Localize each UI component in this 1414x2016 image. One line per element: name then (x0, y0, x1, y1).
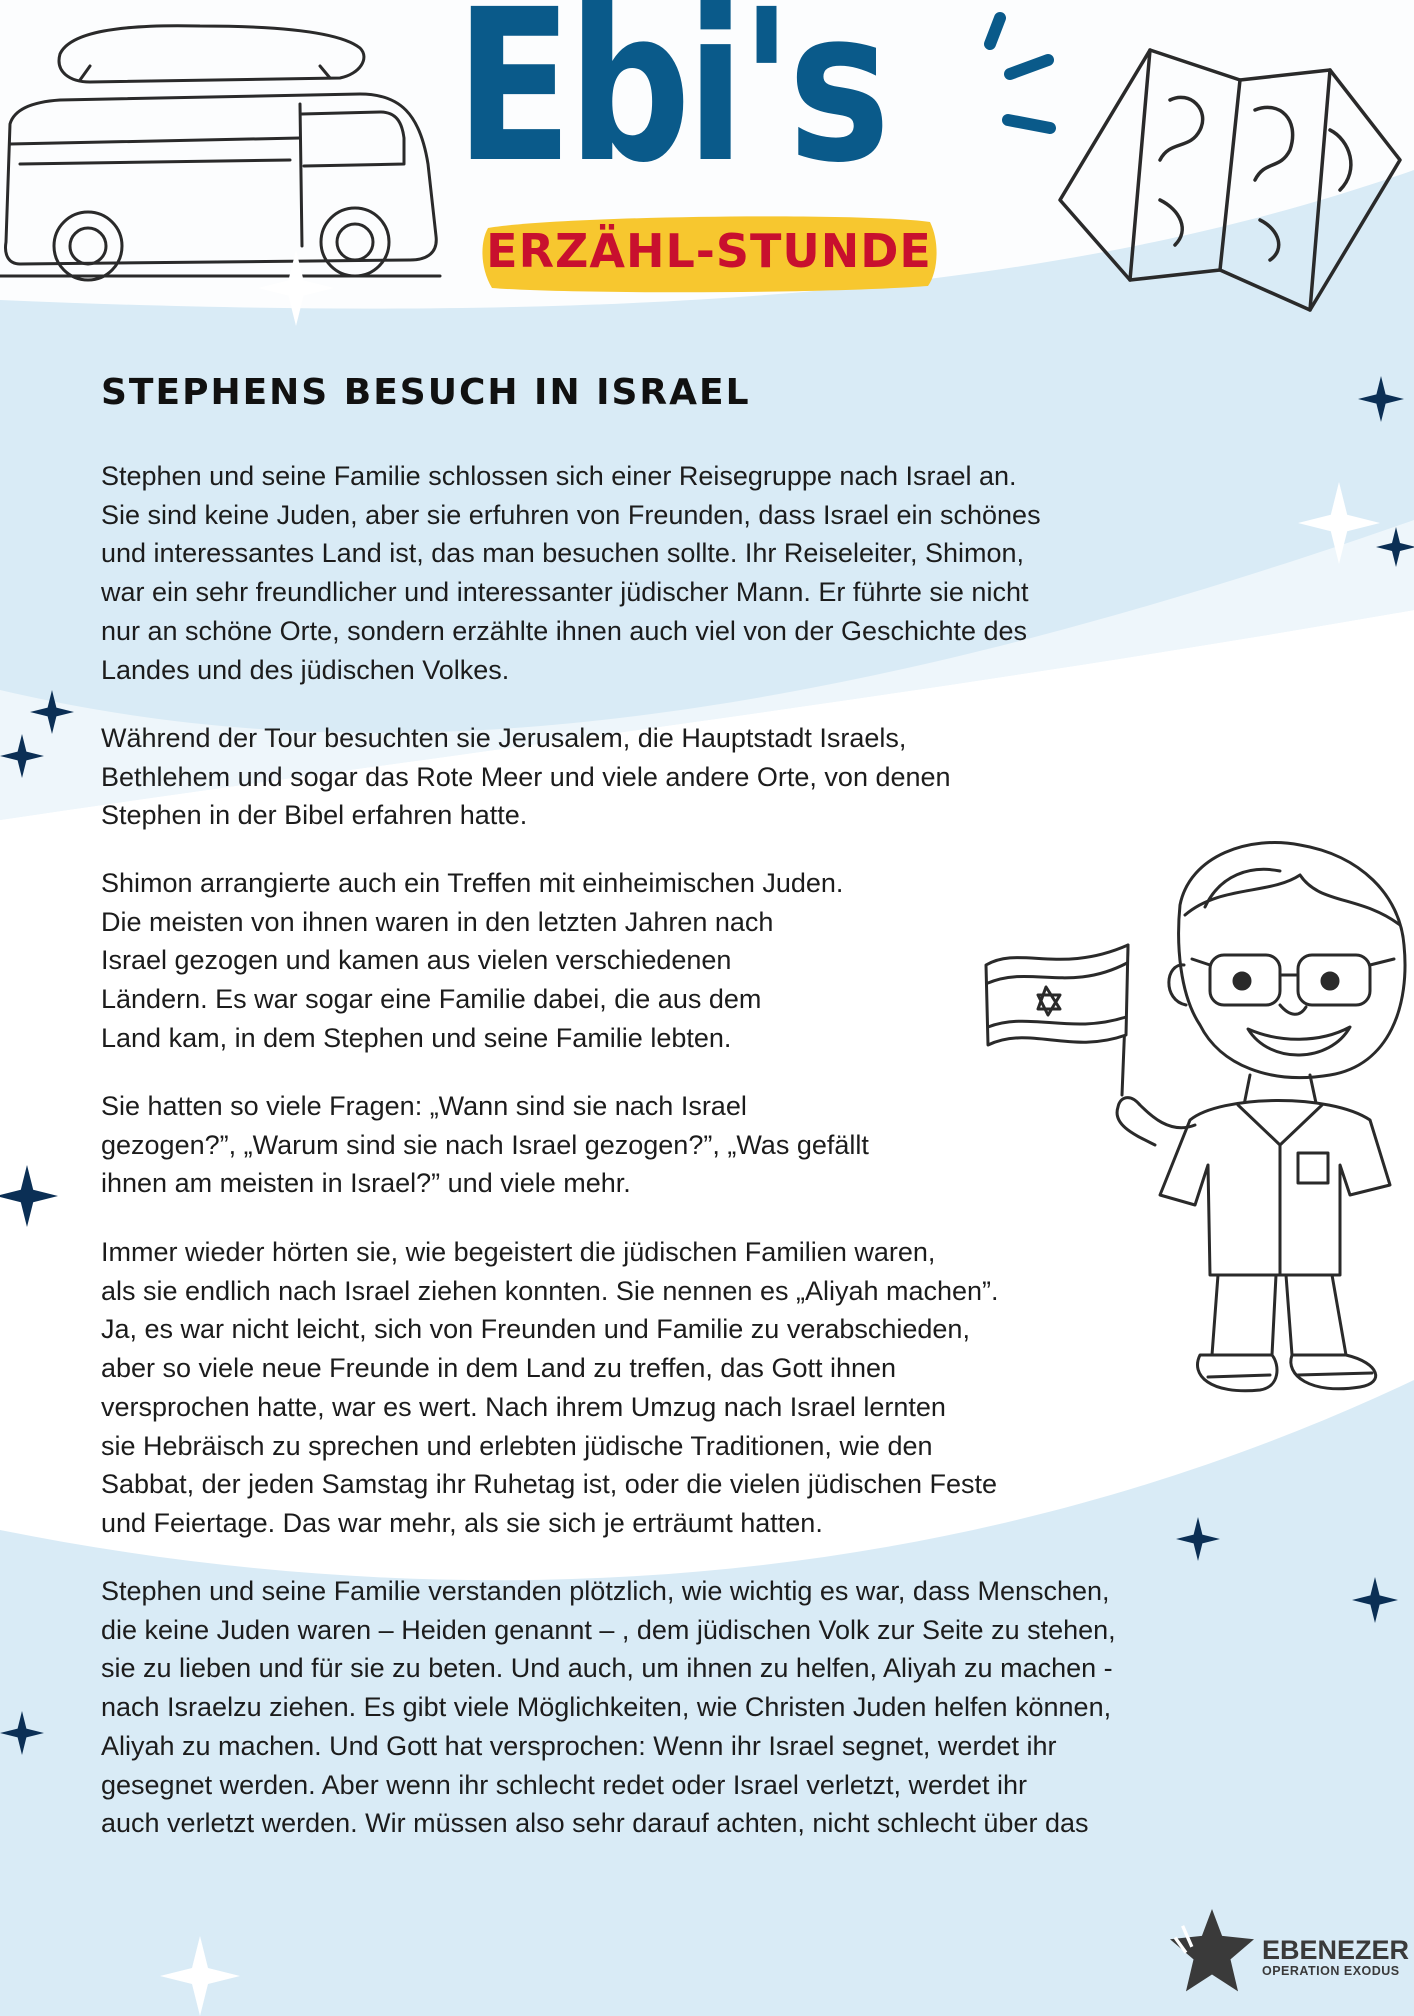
star-icon (1358, 376, 1404, 422)
star-icon (1376, 527, 1414, 567)
story-paragraph-6: Stephen und seine Familie verstanden plötzlich, wie wichtig es war, dass Menschen, die keine Juden waren – Heiden genannt – , dem jüdischen Volk zur Seite zu stehen, sie zu lieben und für sie zu beten. Und auch, um ihnen zu helfen, Aliyah zu machen - nach Israelzu ziehen. Es gibt viele Möglichkeiten, wie Christen Juden helfen können, Aliyah zu machen. Und Gott hat versprochen: Wenn ihr Israel segnet, werdet ihr gesegnet werden. Aber wenn ihr schlecht redet oder Israel verletzt, werdet ihr auch verletzt werden. Wir müssen also sehr darauf achten, nicht schlecht über das (101, 1576, 1116, 1839)
footer-org-subtitle: OPERATION EXODUS (1262, 1964, 1400, 1978)
story-paragraph-4: Sie hatten so viele Fragen: „Wann sind sie nach Israel gezogen?”, „Warum sind sie nach Israel gezogen?”, „Was gefällt ihnen am meisten in Israel?” und viele mehr. (101, 1091, 869, 1199)
logo-title: Ebi's (455, 0, 886, 209)
star-icon (0, 1160, 58, 1232)
star-icon (0, 1711, 44, 1755)
star-icon (30, 690, 74, 734)
boy-with-flag-illustration (980, 835, 1414, 1415)
footer-org-name: EBENEZER (1262, 1935, 1410, 1965)
star-icon (1352, 1577, 1398, 1623)
story-title: STEPHENS BESUCH IN ISRAEL (101, 372, 751, 413)
star-icon (1298, 482, 1380, 564)
story-paragraph-1: Stephen und seine Familie schlossen sich einer Reisegruppe nach Israel an. Sie sind keine Juden, aber sie erfuhren von Freunden, dass Israel ein schönes und interessantes Land ist, das man besuchen sollte. Ihr Reiseleiter, Shimon, war ein sehr freundlicher und interessanter jüdischer Mann. Er führte sie nicht nur an schöne Orte, sondern erzählte ihnen auch viel von der Geschichte des Landes und des jüdischen Volkes. (101, 461, 1041, 685)
story-paragraph-2: Während der Tour besuchten sie Jerusalem, die Hauptstadt Israels, Bethlehem und sogar das Rote Meer und viele andere Orte, von denen Stephen in der Bibel erfahren hatte. (101, 723, 951, 831)
star-icon (1176, 1517, 1220, 1561)
story-paragraph-5: Immer wieder hörten sie, wie begeistert die jüdischen Familien waren, als sie endlich nach Israel ziehen konnten. Sie nennen es „Aliyah machen”. Ja, es war nicht leicht, sich von Freunden und Familie zu verabschieden, aber so viele neue Freunde in dem Land zu treffen, das Gott ihnen versprochen hatte, war es wert. Nach ihrem Umzug nach Israel lernten sie Hebräisch zu sprechen und erlebten jüdische Traditionen, wie den Sabbat, der jeden Samstag ihr Ruhetag ist, oder die vielen jüdischen Feste und Feiertage. Das war mehr, als sie sich je erträumt hatten. (101, 1237, 999, 1538)
star-icon (0, 734, 44, 778)
star-icon (258, 250, 334, 326)
van-illustration (0, 14, 450, 284)
story-paragraph-3: Shimon arrangierte auch ein Treffen mit einheimischen Juden. Die meisten von ihnen waren in den letzten Jahren nach Israel gezogen und kamen aus vielen verschiedenen Ländern. Es war sogar eine Familie dabei, die aus dem Land kam, in dem Stephen und seine Familie lebten. (101, 868, 844, 1053)
map-illustration (1040, 40, 1410, 320)
ebenezer-logo-icon (1170, 1908, 1254, 1994)
logo-subtitle: ERZÄHL-STUNDE (486, 224, 932, 278)
star-icon (160, 1936, 240, 2016)
